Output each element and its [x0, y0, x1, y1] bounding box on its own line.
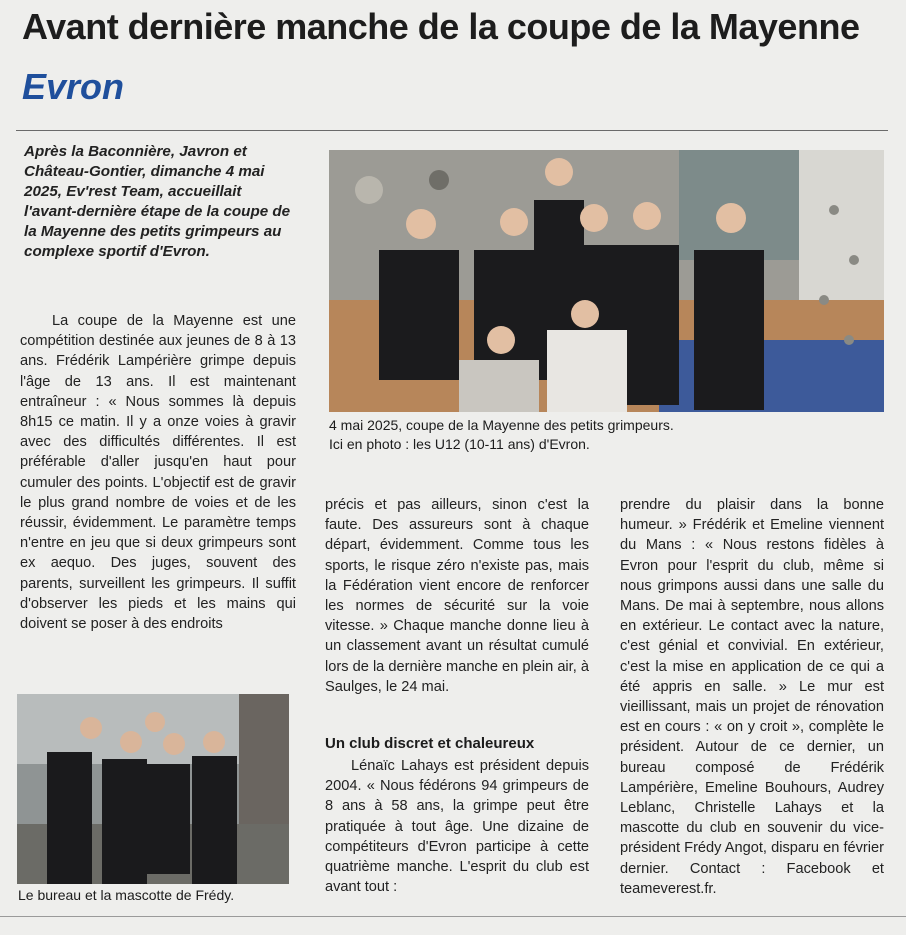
headline: Avant dernière manche de la coupe de la Mayenne	[22, 6, 860, 47]
body-column-3: prendre du plaisir dans la bonne humeur. » Frédérik et Emeline viennent du Mans : « Nous restons fidèles à Evron pour l'esprit du club, même si nous grimpons aussi dans une salle du Mans. De mai à septembre, nous allons en extérieur. Le contact avec la nature, c'est génial et convivial. En extérieur, c'est la mise en application de ce qui a été appris en salle. » Le mur est vieillissant, mais un projet de rénovation est en cours : « on y croit », complète le président. Autour de ce dernier, un bureau composé de Frédérik Lampérière, Emeline Bouhours, Audrey Leblanc, Christelle Lahays et la mascotte du club en souvenir du vice-président Frédy Angot, disparu en février dernier. Contact : Facebook et teameverest.fr.	[620, 497, 884, 897]
climbers-group-photo	[329, 150, 884, 412]
body-column-2: précis et pas ailleurs, sinon c'est la faute. Des assureurs sont à chaque départ, évidemment. Comme tous les sports, le risque zéro n'existe pas, mais la Fédération vient encore de renforcer les normes de sécurité sur la voie vitesse. » Chaque manche donne lieu à un classement avant un résultat cumulé lors de la dernière manche en plein air, à Saulges, le 24 mai.	[325, 497, 589, 695]
lead-paragraph: Après la Baconnière, Javron et Château-Gontier, dimanche 4 mai 2025, Ev'rest Team, accueillait l'avant-dernière étape de la coupe de la Mayenne des petits grimpeurs au complexe sportif d'Evron.	[24, 143, 291, 260]
section-subheading: Un club discret et chaleureux	[325, 735, 535, 752]
group-photo-caption	[329, 416, 889, 454]
body-column-2-continued: Lénaïc Lahays est président depuis 2004. « Nous fédérons 94 grimpeurs de 8 ans à 58 ans, la grimpe peut être pratiquée à tout âge. Une dizaine de compétiteurs d'Evron participe à cette quatrième manche. L'esprit du club est avant tout :	[325, 758, 589, 896]
bottom-divider	[0, 916, 906, 917]
club-board-photo	[17, 694, 289, 884]
board-photo-caption: Le bureau et la mascotte de Frédy.	[18, 887, 235, 903]
caption-date-line: 4 mai 2025, coupe de la Mayenne des petits grimpeurs.	[329, 417, 674, 433]
body-column-1: La coupe de la Mayenne est une compétition destinée aux jeunes de 8 à 13 ans. Frédérik Lampérière grimpe depuis l'âge de 13 ans. Il est maintenant entraîneur : « Nous sommes là depuis 8h15 ce matin. Il y a onze voies à gravir avec des difficultés différentes. Il est préférable d'aller jusqu'en haut pour cumuler des points. L'objectif est de gravir le plus grand nombre de voies et de les réussir, évidemment. Le paramètre temps n'entre en jeu que si deux grimpeurs sont ex aequo. Des juges, souvent des parents, surveillent les grimpeurs. Il suffit d'observer les pieds et les mains qui doivent se poser à des endroits	[20, 313, 296, 633]
caption-team-line: Ici en photo : les U12 (10-11 ans) d'Evron.	[329, 436, 590, 452]
top-divider	[16, 130, 888, 131]
locality-label: Evron	[22, 66, 125, 107]
